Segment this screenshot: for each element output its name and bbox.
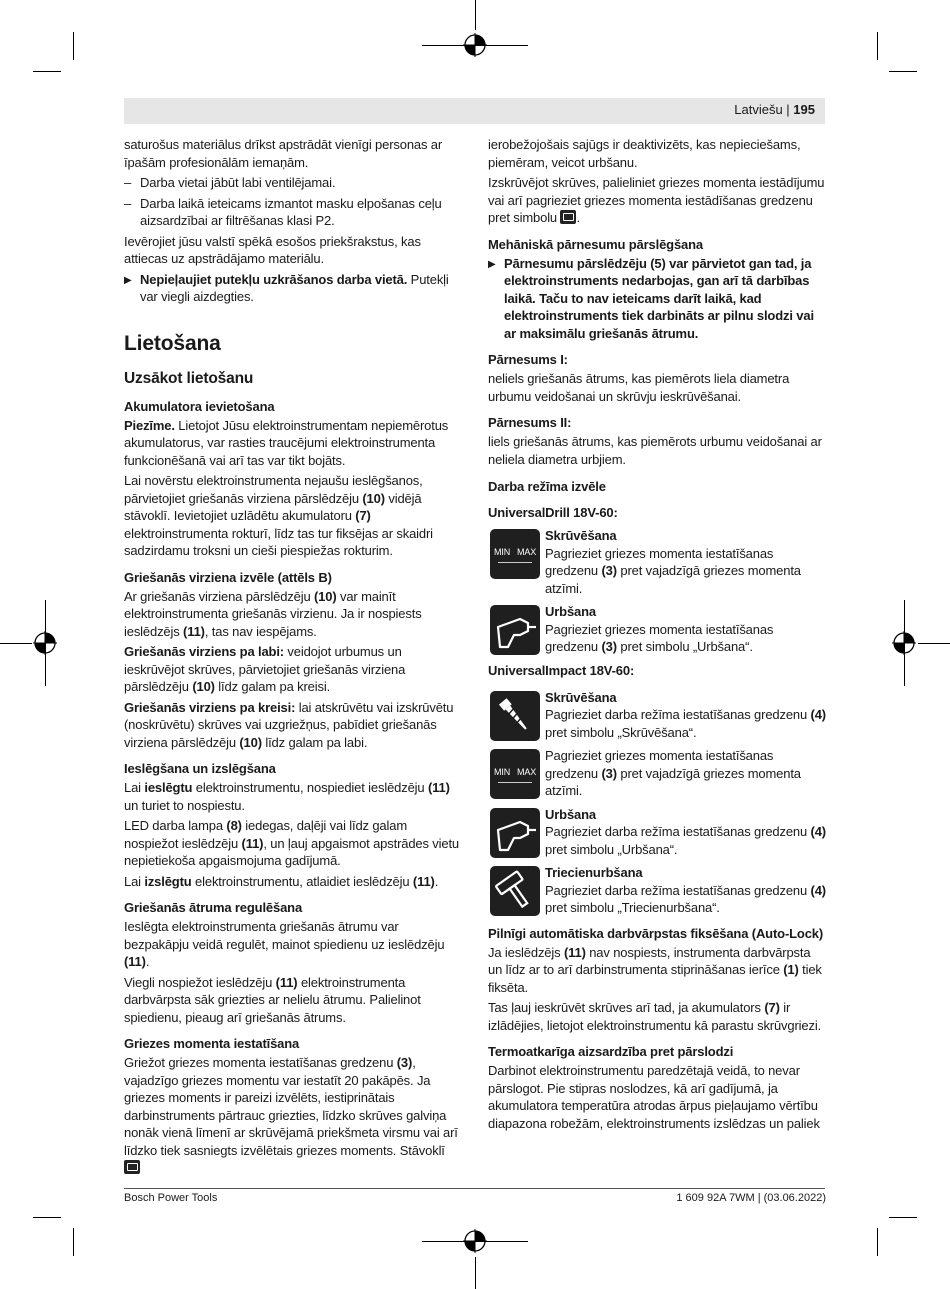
crop-mark xyxy=(877,1228,878,1256)
heading: Pilnīgi automātiska darbvārpstas fiksēšana (Auto-Lock) xyxy=(488,925,824,941)
paragraph: Viegli nospiežot ieslēdzēju (11) elektroinstrumenta darbvārpsta sāk griezties ar nelielu ātrumu. Palielinot spiedienu, pieaug arī griešanās ātrums. xyxy=(124,974,421,1025)
screw-icon xyxy=(490,691,540,741)
heading: Pārnesums I: xyxy=(488,352,568,367)
heading: Griešanās ātruma regulēšana xyxy=(124,900,303,915)
crop-mark xyxy=(889,71,917,72)
right-column xyxy=(488,136,828,1135)
crop-mark xyxy=(889,1217,917,1218)
heading: Ieslēgšana un izslēgšana xyxy=(124,761,276,776)
paragraph: Ievērojiet jūsu valstī spēkā esošos priekšrakstus, kas attiecas uz apstrādājamo materiālu. xyxy=(124,233,421,266)
torque-min-max-icon: MIN MAX xyxy=(490,749,540,799)
heading: UniversalImpact 18V-60: xyxy=(488,662,635,678)
header-label: Latviešu | 195 xyxy=(734,102,815,117)
paragraph: neliels griešanās ātrums, kas piemērots liela diametra urbumu veidošanai un skrūvju ieskrūvēšanai. xyxy=(488,371,790,404)
mode-title: Skrūvēšana xyxy=(545,689,617,705)
registration-target-icon xyxy=(463,1229,487,1253)
paragraph: LED darba lampa (8) iedegas, daļēji vai līdz galam nospiežot ieslēdzēju (11), un ļauj apgaismot apstrādes vietu nepietiekoša apgaismojuma gadījumā. xyxy=(124,818,460,868)
crop-mark xyxy=(73,32,74,60)
mode-title: Urbšana xyxy=(545,604,596,619)
registration-target-icon xyxy=(33,631,57,655)
paragraph: saturošus materiālus drīkst apstrādāt vienīgi personas ar īpašām profesionālām iemaņām. xyxy=(124,137,443,170)
warning-item: ▶ Pārnesumu pārslēdzēju (5) var pārvietot gan tad, ja elektroinstruments nedarbojas, gan arī tā darbības laikā. Taču to nav ieteicams darīt laikā, kad elektroinstruments tiek darbināts ar pilnu slodzi vai ar maksimālu griešanās ātrumu. xyxy=(488,255,828,343)
crop-mark xyxy=(33,71,61,72)
footer-rule xyxy=(124,1188,825,1189)
drill-icon xyxy=(490,808,540,858)
registration-line xyxy=(475,0,476,30)
heading: Mehāniskā pārnesumu pārslēgšana xyxy=(488,236,703,252)
mode-title: Urbšana xyxy=(545,806,596,822)
heading: Griešanās virziena izvēle (attēls B) xyxy=(124,569,332,585)
paragraph: Griežot griezes momenta iestatīšanas gredzenu (3), vajadzīgo griezes momentu var iestatīt 20 pakāpēs. Ja griezes moments ir pareizi izvēlēts, iestiprinātais darbinstruments pārtrauc griezties, līdzko skrūves galviņa nonāk vienā līmenī ar skrūvējamā priekšmeta virsmu vai arī līdzko tiek sasniegts izvēlētais griezes moments. Stāvoklī xyxy=(124,1054,464,1177)
subsection-title: Uzsākot lietošanu xyxy=(124,369,254,387)
heading: Pārnesums II: xyxy=(488,415,572,430)
crop-mark xyxy=(73,1228,74,1256)
drill-mode-symbol-icon xyxy=(124,1160,140,1174)
registration-line xyxy=(918,643,950,644)
paragraph: Tas ļauj ieskrūvēt skrūves arī tad, ja akumulators (7) ir izlādējies, lietojot elektroinstrumentu kā parastu skrūvgriezi. xyxy=(488,1000,822,1033)
page-header xyxy=(124,98,825,124)
drill-icon xyxy=(490,605,540,655)
torque-min-max-icon: MIN MAX xyxy=(490,529,540,579)
paragraph: Griešanās virziens pa labi: veidojot urbumus un ieskrūvējot skrūves, pārvietojiet griešanās virziena pārslēdzēju (10) līdz galam pa kreisi. xyxy=(124,644,406,694)
mode-title: Triecienurbšana xyxy=(545,865,643,880)
header-language: Latviešu xyxy=(734,102,783,117)
crop-mark xyxy=(33,1217,61,1218)
paragraph: ierobežojošais sajūgs ir deaktivizēts, kas nepieciešams, piemēram, veicot urbšanu. xyxy=(488,137,801,170)
paragraph: Izskrūvējot skrūves, palieliniet griezes momenta iestādījumu vai arī pagrieziet griezes momenta iestādīšanas gredzenu pret simbolu . xyxy=(488,175,825,225)
mode-title: Skrūvēšana xyxy=(545,528,617,543)
registration-line xyxy=(475,1257,476,1289)
mode-entry: Urbšana Pagrieziet griezes momenta iestatīšanas gredzenu (3) pret simbolu „Urbšana“. xyxy=(488,603,828,656)
heading: Griezes momenta iestatīšana xyxy=(124,1036,300,1051)
paragraph: Griešanās virziens pa kreisi: lai atskrūvētu vai izskrūvētu (noskrūvētu) skrūves vai uzgriežņus, pabīdiet griešanās virziena pārslēdzēju (10) līdz galam pa labi. xyxy=(124,699,454,750)
mode-entry: Triecienurbšana Pagrieziet darba režīma iestatīšanas gredzenu (4) pret simbolu „Triecienurbšana“. xyxy=(488,864,828,917)
paragraph: Lai izslēgtu elektroinstrumentu, atlaidiet ieslēdzēju (11). xyxy=(124,873,439,889)
paragraph: Lai ieslēgtu elektroinstrumentu, nospiediet ieslēdzēju (11) un turiet to nospiestu. xyxy=(124,780,450,813)
mode-entry: Skrūvēšana Pagrieziet darba režīma iestatīšanas gredzenu (4) pret simbolu „Skrūvēšana“. xyxy=(488,689,828,742)
heading: UniversalDrill 18V-60: xyxy=(488,505,618,520)
registration-target-icon xyxy=(463,33,487,57)
paragraph: Darbinot elektroinstrumentu paredzētajā veidā, to nevar pārslogot. Pie stipras noslodzes, kā arī gadījumā, ja akumulatora temperatūra atrodas ārpus pieļaujamo vērtību diapazona robežām, elektroinstruments izslēdzas un paliek xyxy=(488,1063,820,1131)
paragraph: liels griešanās ātrums, kas piemērots urbumu veidošanai ar neliela diametra urbjiem. xyxy=(488,434,822,467)
mode-entry: MIN MAX Pagrieziet griezes momenta iestatīšanas gredzenu (3) pret vajadzīgā griezes momenta atzīmi. xyxy=(488,747,828,800)
drill-mode-symbol-icon xyxy=(560,210,576,224)
registration-target-icon xyxy=(892,631,916,655)
heading: Akumulatora ievietošana xyxy=(124,398,275,414)
dash-item: – Darba laikā ieteicams izmantot masku elpošanas ceļu aizsardzībai ar filtrēšanas klasi P2. xyxy=(124,195,464,230)
crop-mark xyxy=(877,32,878,60)
heading: Termoatkarīga aizsardzība pret pārslodzi xyxy=(488,1044,734,1059)
mode-entry: Urbšana Pagrieziet darba režīma iestatīšanas gredzenu (4) pret simbolu „Urbšana“. xyxy=(488,806,828,859)
paragraph: Ja ieslēdzējs (11) nav nospiests, instrumenta darbvārpsta un līdz ar to arī darbinstrumenta stiprināšanas ierīce (1) tiek fiksēta. xyxy=(488,944,822,995)
hammer-icon xyxy=(490,866,540,916)
registration-line xyxy=(0,643,32,644)
footer-doc-code: 1 609 92A 7WM | (03.06.2022) xyxy=(676,1192,826,1204)
paragraph: Lai novērstu elektroinstrumenta nejaušu ieslēgšanos, pārvietojiet griešanās virziena pārslēdzēju (10) vidējā stāvoklī. Ievietojiet uzlādētu akumulatoru (7) elektroinstrumenta rokturī, līdz tas tur fiksējas ar skaidri sadzirdamu troksni un cieši piespiežas rokturim. xyxy=(124,473,433,558)
mode-entry: MIN MAX Skrūvēšana Pagrieziet griezes momenta iestatīšanas gredzenu (3) pret vajadzīgā griezes momenta atzīmi. xyxy=(488,527,828,597)
left-column xyxy=(124,136,464,1180)
note-paragraph: Piezīme. Lietojot Jūsu elektroinstrumentam nepiemērotus akumulatorus, var rasties traucējumi elektroinstrumenta funkcionēšanā vai arī tas var tikt bojāts. xyxy=(124,417,449,468)
section-title: Lietošana xyxy=(124,331,221,355)
page-number: 195 xyxy=(793,102,815,117)
heading: Darba režīma izvēle xyxy=(488,479,606,494)
paragraph: Ieslēgta elektroinstrumenta griešanās ātrumu var bezpakāpju veidā regulēt, mainot spiedienu uz ieslēdzēju (11). xyxy=(124,919,445,969)
paragraph: Ar griešanās virziena pārslēdzēju (10) var mainīt elektroinstrumenta griešanās virzienu. Ja ir nospiests ieslēdzējs (11), tas nav iespējams. xyxy=(124,588,422,639)
footer-brand: Bosch Power Tools xyxy=(124,1192,218,1204)
warning-item: ▶ Nepieļaujiet putekļu uzkrāšanos darba vietā. Putekļi var viegli aizdegties. xyxy=(124,271,464,306)
dash-item: – Darba vietai jābūt labi ventilējamai. xyxy=(124,174,464,192)
